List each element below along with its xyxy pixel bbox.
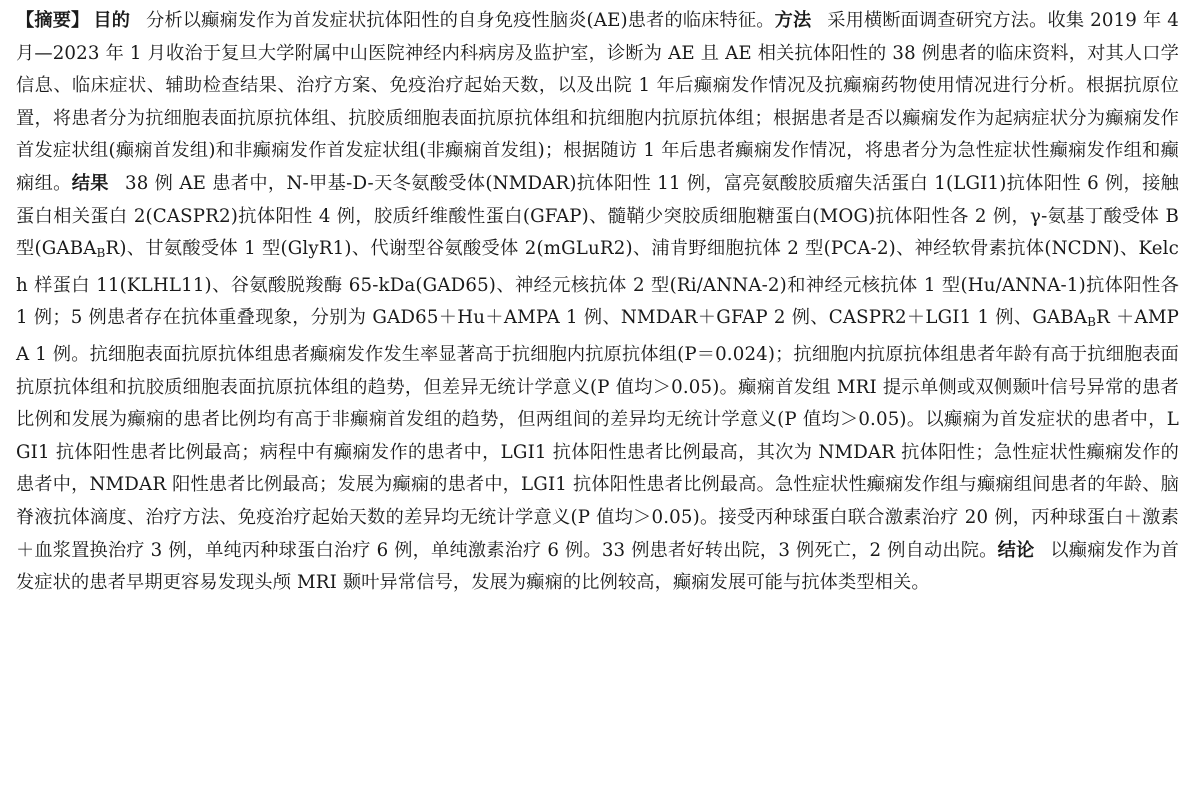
methods-heading: 方法 xyxy=(774,10,812,31)
results-heading: 结果 xyxy=(71,172,109,194)
results-text-part-1: 38 例 AE 患者中，N-甲基-D-天冬氨酸受体(NMDAR)抗体阳性 11 例，富亮氨酸胶质瘤失活蛋白 1(LGI1)抗体阳性 6 例，接触蛋白相关蛋白 2(CASPR2)抗体阳性 4 例，胶质纤维酸性蛋白(GFAP)、髓鞘少突胶质细胞糖蛋白(MOG)抗体阳性各 2 例，γ-氨基丁酸受体 B 型(GABA xyxy=(16,172,1180,260)
gaba-subscript: B xyxy=(96,246,106,261)
results-text-part-3: R ＋AMPA 1 例。抗细胞表面抗原抗体组患者癫痫发作发生率显著高于抗细胞内抗原抗体组(P＝0.024)；抗细胞内抗原抗体组患者年龄有高于抗细胞表面抗原抗体组和抗胶质细胞表面抗原抗体组的趋势，但差异无统计学意义(P 值均＞0.05)。癫痫首发组 MRI 提示单侧或双侧颞叶信号异常的患者比例和发展为癫痫的患者比例均有高于非癫痫首发组的趋势，但两组间的差异均无统计学意义(P 值均＞0.05)。以癫痫为首发症状的患者中，LGI1 抗体阳性患者比例最高；病程中有癫痫发作的患者中，LGI1 抗体阳性患者比例最高，其次为 NMDAR 抗体阳性；急性症状性癫痫发作的患者中，NMDAR 阳性患者比例最高；发展为癫痫的患者中，LGI1 抗体阳性患者比例最高。急性症状性癫痫发作组与癫痫组间患者的年龄、脑脊液抗体滴度、治疗方法、免疫治疗起始天数的差异均无统计学意义(P 值均＞0.05)。接受丙种球蛋白联合激素治疗 20 例，丙种球蛋白＋激素＋血浆置换治疗 3 例，单纯丙种球蛋白治疗 6 例，单纯激素治疗 6 例。33 例患者好转出院，3 例死亡，2 例自动出院。 xyxy=(16,307,1179,561)
conclusion-text: 以癫痫发作为首发症状的患者早期更容易发现头颅 MRI 颞叶异常信号，发展为癫痫的比例较高，癫痫发展可能与抗体类型相关。 xyxy=(16,539,1179,594)
methods-text: 采用横断面调查研究方法。收集 2019 年 4 月—2023 年 1 月收治于复旦大学附属中山医院神经内科病房及监护室，诊断为 AE 且 AE 相关抗体阳性的 38 例患者的临床资料，对其人口学信息、临床症状、辅助检查结果、治疗方案、免疫治疗起始天数，以及出院 1 年后癫痫发作情况及抗癫痫药物使用情况进行分析。根据抗原位置，将患者分为抗细胞表面抗原抗体组、抗胶质细胞表面抗原抗体组和抗细胞内抗原抗体组；根据患者是否以癫痫发作为起病症状分为癫痫发作首发症状组(癫痫首发组)和非癫痫发作首发症状组(非癫痫首发组)；根据随访 1 年后患者癫痫发作情况，将患者分为急性症状性癫痫发作组和癫痫组。 xyxy=(16,10,1179,194)
objective-text: 分析以癫痫发作为首发症状抗体阳性的自身免疫性脑炎(AE)患者的临床特征。 xyxy=(146,10,775,31)
abstract-paragraph xyxy=(16,5,1179,600)
results-text-part-2: R)、甘氨酸受体 1 型(GlyR1)、代谢型谷氨酸受体 2(mGLuR2)、浦肯野细胞抗体 2 型(PCA-2)、神经软骨素抗体(NCDN)、Kelch 样蛋白 11(KLHL11)、谷氨酸脱羧酶 65-kDa(GAD65)、神经元核抗体 2 型(Ri/ANNA-2)和神经元核抗体 1 型(Hu/ANNA-1)抗体阳性各 1 例；5 例患者存在抗体重叠现象，分别为 GAD65＋Hu＋AMPA 1 例、NMDAR＋GFAP 2 例、CASPR2＋LGI1 1 例、GABA xyxy=(16,238,1179,329)
gaba-subscript: B xyxy=(1087,315,1097,330)
conclusion-heading: 结论 xyxy=(997,539,1035,561)
abstract-label: 【摘要】 xyxy=(16,10,90,31)
objective-heading: 目的 xyxy=(93,10,131,31)
